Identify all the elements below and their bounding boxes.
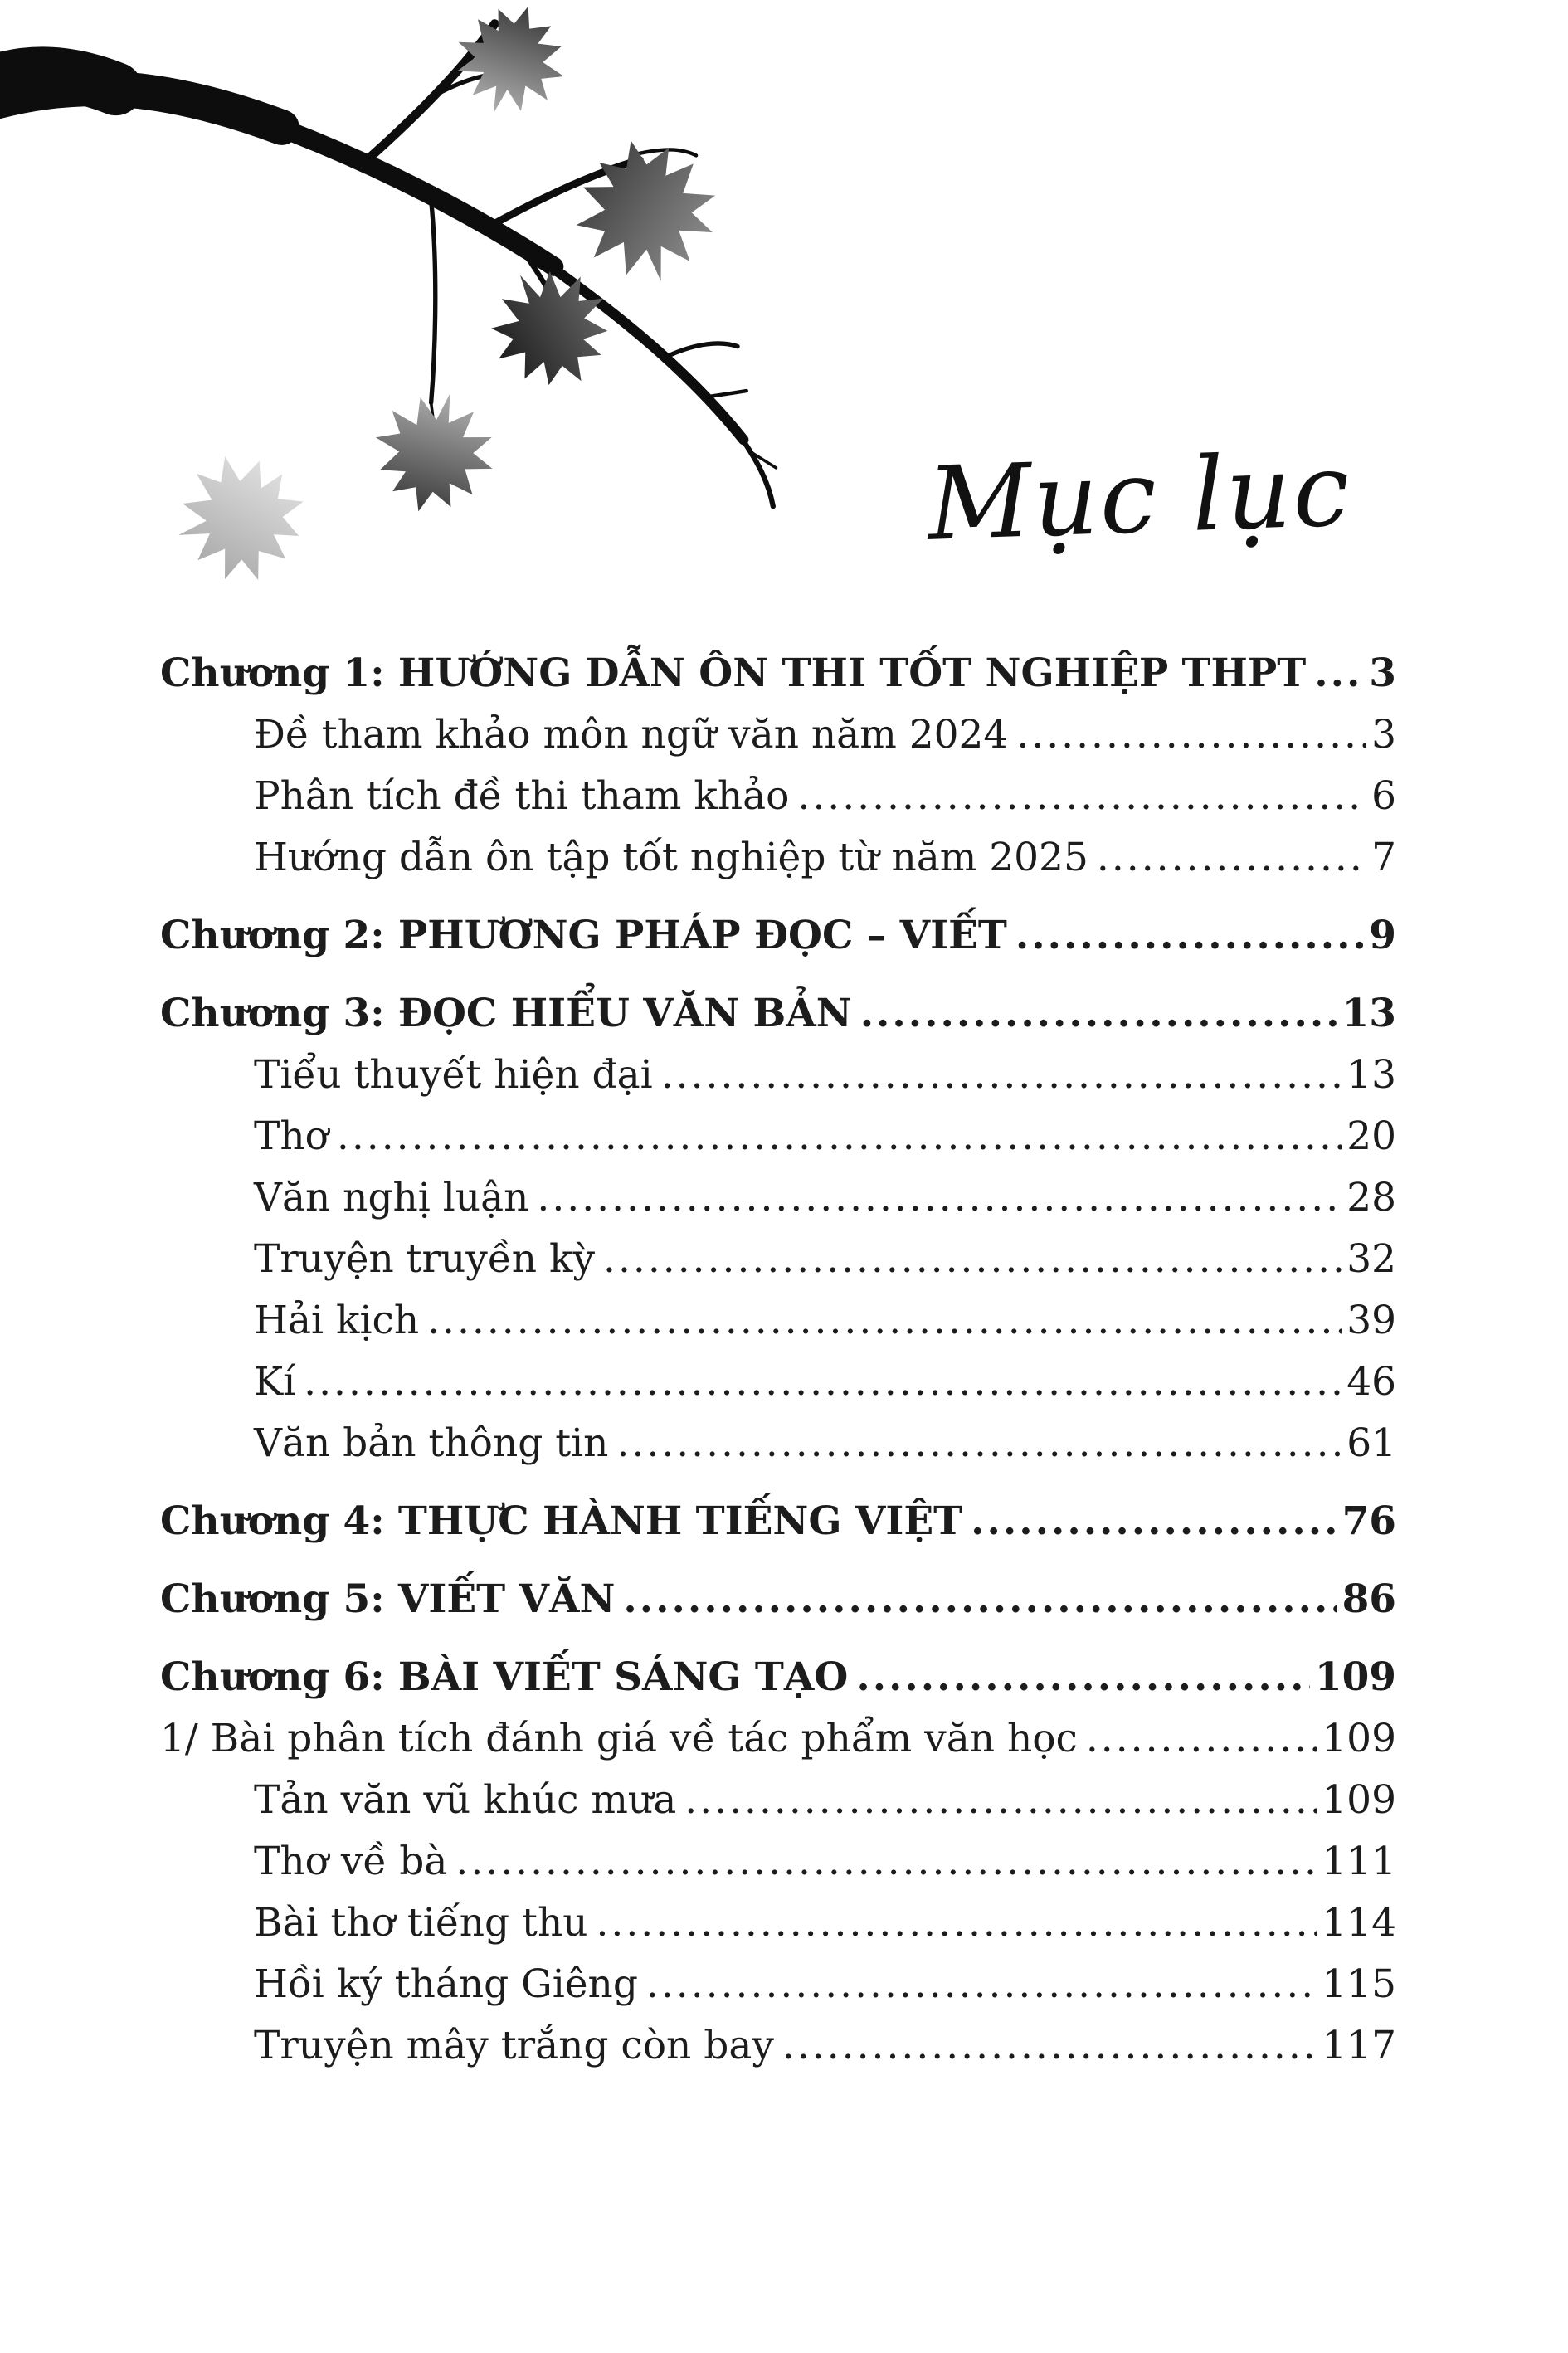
toc-entry-page: 6 xyxy=(1371,773,1396,819)
toc-entry-page: 86 xyxy=(1342,1576,1396,1622)
toc-leader-dots xyxy=(860,983,1337,1045)
toc-entry-label: Đề tham khảo môn ngữ văn năm 2024 xyxy=(254,712,1009,758)
toc-row xyxy=(160,704,1396,766)
toc-entry-page: 20 xyxy=(1346,1113,1396,1159)
toc-row xyxy=(160,827,1396,889)
toc-entry-label: Chương 4: THỰC HÀNH TIẾNG VIỆT xyxy=(160,1498,963,1544)
toc-row xyxy=(160,1708,1396,1770)
toc-row xyxy=(160,1290,1396,1352)
toc-entry-label: Chương 3: ĐỌC HIỂU VĂN BẢN xyxy=(160,991,852,1036)
toc-entry-page: 109 xyxy=(1322,1716,1396,1761)
toc-entry-page: 109 xyxy=(1322,1777,1396,1823)
toc-leader-dots xyxy=(646,1954,1317,2015)
toc-leader-dots xyxy=(782,2015,1317,2077)
toc-leader-dots xyxy=(1086,1708,1317,1770)
toc-entry-label: Thơ về bà xyxy=(254,1839,448,1884)
toc-entry-label: Truyện truyền kỳ xyxy=(254,1236,595,1282)
toc-leader-dots xyxy=(623,1569,1337,1630)
toc-leader-dots xyxy=(427,1290,1342,1352)
toc-entry-page: 13 xyxy=(1346,1052,1396,1098)
toc-leader-dots xyxy=(337,1106,1342,1167)
toc-leader-dots xyxy=(797,766,1366,827)
toc-row xyxy=(160,1413,1396,1474)
toc-entry-label: Bài thơ tiếng thu xyxy=(254,1900,588,1946)
toc-leader-dots xyxy=(1314,643,1364,704)
toc-list xyxy=(160,643,1396,2077)
branch-illustration xyxy=(0,0,830,666)
toc-row xyxy=(160,1831,1396,1893)
toc-entry-label: Hồi ký tháng Giêng xyxy=(254,1961,638,2007)
toc-entry-page: 117 xyxy=(1322,2023,1396,2068)
toc-entry-page: 39 xyxy=(1346,1298,1396,1343)
toc-leader-dots xyxy=(1016,704,1366,766)
toc-entry-label: 1/ Bài phân tích đánh giá về tác phẩm văn học xyxy=(160,1716,1078,1761)
toc-entry-label: Văn bản thông tin xyxy=(254,1420,609,1466)
toc-row xyxy=(160,1569,1396,1630)
toc-leader-dots xyxy=(603,1229,1342,1290)
toc-entry-page: 46 xyxy=(1346,1359,1396,1405)
toc-row xyxy=(160,1647,1396,1708)
toc-row xyxy=(160,1352,1396,1413)
toc-leader-dots xyxy=(684,1770,1317,1831)
toc-entry-label: Tiểu thuyết hiện đại xyxy=(254,1052,653,1098)
toc-entry-label: Văn nghị luận xyxy=(254,1175,529,1220)
toc-leader-dots xyxy=(304,1352,1342,1413)
toc-row xyxy=(160,1893,1396,1954)
toc-row xyxy=(160,1954,1396,2015)
toc-entry-page: 32 xyxy=(1346,1236,1396,1282)
toc-leader-dots xyxy=(537,1167,1342,1229)
toc-row xyxy=(160,1229,1396,1290)
toc-leader-dots xyxy=(1015,905,1364,967)
toc-row xyxy=(160,1106,1396,1167)
toc-leader-dots xyxy=(661,1045,1342,1106)
maple-leaf-icon xyxy=(360,378,509,527)
toc-entry-label: Chương 5: VIẾT VĂN xyxy=(160,1576,616,1622)
toc-leader-dots xyxy=(616,1413,1342,1474)
toc-entry-label: Kí xyxy=(254,1359,296,1405)
toc-entry-label: Thơ xyxy=(254,1113,329,1159)
toc-row xyxy=(160,1491,1396,1552)
toc-entry-label: Hải kịch xyxy=(254,1298,420,1343)
toc-entry-page: 3 xyxy=(1369,650,1396,696)
toc-entry-label: Chương 6: BÀI VIẾT SÁNG TẠO xyxy=(160,1654,849,1700)
toc-row xyxy=(160,1045,1396,1106)
toc-row xyxy=(160,766,1396,827)
toc-leader-dots xyxy=(1097,827,1366,889)
toc-entry-page: 76 xyxy=(1342,1498,1396,1544)
toc-entry-page: 28 xyxy=(1346,1175,1396,1220)
toc-entry-page: 114 xyxy=(1322,1900,1396,1946)
toc-leader-dots xyxy=(971,1491,1337,1552)
toc-row xyxy=(160,983,1396,1045)
toc-entry-label: Chương 2: PHƯƠNG PHÁP ĐỌC – VIẾT xyxy=(160,913,1007,958)
toc-entry-label: Tản văn vũ khúc mưa xyxy=(254,1777,677,1823)
page-title: Mục lục xyxy=(925,431,1353,563)
toc-entry-page: 109 xyxy=(1314,1654,1396,1700)
toc-row xyxy=(160,643,1396,704)
toc-row xyxy=(160,2015,1396,2077)
toc-row xyxy=(160,905,1396,967)
toc-row xyxy=(160,1167,1396,1229)
toc-leader-dots xyxy=(856,1647,1310,1708)
toc-leader-dots xyxy=(455,1831,1317,1893)
toc-row xyxy=(160,1770,1396,1831)
toc-entry-page: 13 xyxy=(1342,991,1396,1036)
toc-leader-dots xyxy=(596,1893,1317,1954)
toc-entry-label: Hướng dẫn ôn tập tốt nghiệp từ năm 2025 xyxy=(254,835,1088,880)
toc-entry-page: 115 xyxy=(1322,1961,1396,2007)
toc-entry-page: 9 xyxy=(1369,913,1396,958)
toc-entry-label: Truyện mây trắng còn bay xyxy=(254,2023,774,2068)
toc-entry-label: Chương 1: HƯỚNG DẪN ÔN THI TỐT NGHIỆP THPT xyxy=(160,650,1307,696)
toc-entry-page: 61 xyxy=(1346,1420,1396,1466)
toc-entry-page: 3 xyxy=(1371,712,1396,758)
maple-leaf-icon xyxy=(162,440,319,597)
toc-entry-page: 7 xyxy=(1371,835,1396,880)
toc-entry-page: 111 xyxy=(1322,1839,1396,1884)
toc-entry-label: Phân tích đề thi tham khảo xyxy=(254,773,790,819)
